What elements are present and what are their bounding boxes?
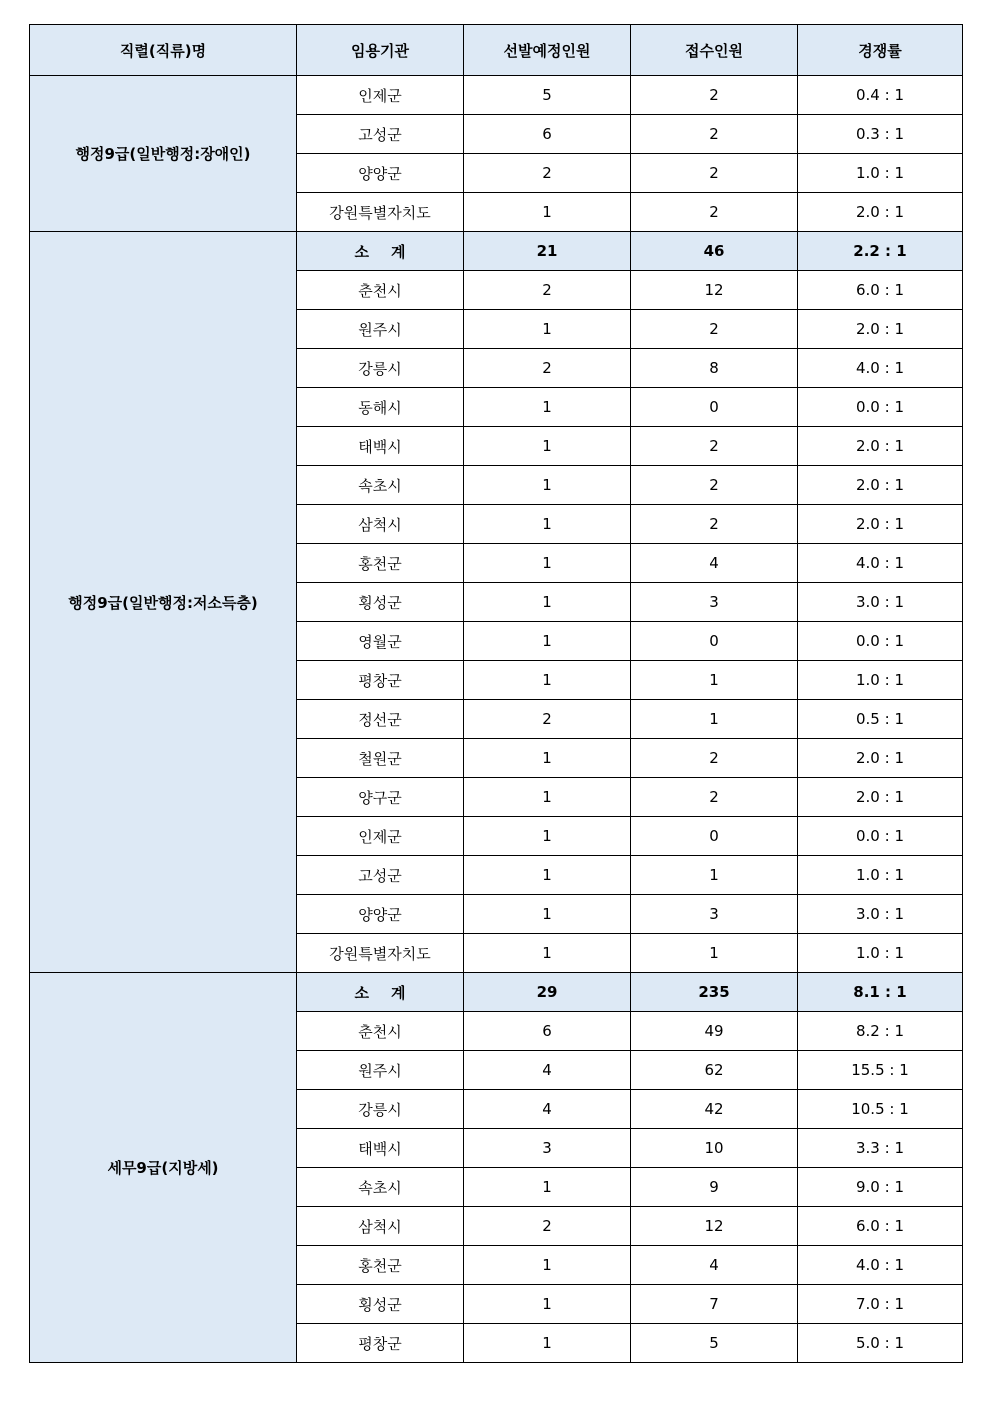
competition-ratio-cell: 3.3 : 1 — [798, 1129, 963, 1168]
planned-count-cell: 2 — [464, 700, 631, 739]
institution-cell: 태백시 — [297, 427, 464, 466]
institution-cell: 철원군 — [297, 739, 464, 778]
competition-ratio-cell: 2.0 : 1 — [798, 427, 963, 466]
subtotal-row — [30, 973, 963, 1012]
applicant-count-cell: 2 — [631, 505, 798, 544]
competition-ratio-cell: 0.5 : 1 — [798, 700, 963, 739]
competition-ratio-cell: 7.0 : 1 — [798, 1285, 963, 1324]
competition-ratio-cell: 2.0 : 1 — [798, 778, 963, 817]
institution-cell: 평창군 — [297, 661, 464, 700]
applicant-count-cell: 8 — [631, 349, 798, 388]
competition-ratio-cell: 6.0 : 1 — [798, 271, 963, 310]
institution-cell: 강원특별자치도 — [297, 934, 464, 973]
planned-count-cell: 2 — [464, 154, 631, 193]
institution-cell: 홍천군 — [297, 1246, 464, 1285]
competition-ratio-cell: 6.0 : 1 — [798, 1207, 963, 1246]
applicant-count-cell: 3 — [631, 583, 798, 622]
competition-ratio-cell: 0.0 : 1 — [798, 388, 963, 427]
institution-cell: 횡성군 — [297, 583, 464, 622]
institution-cell: 강릉시 — [297, 349, 464, 388]
applicant-count-cell: 3 — [631, 895, 798, 934]
planned-count-cell: 1 — [464, 661, 631, 700]
applicant-count-cell: 10 — [631, 1129, 798, 1168]
applicant-count-cell: 49 — [631, 1012, 798, 1051]
institution-cell: 양양군 — [297, 154, 464, 193]
applicant-count-cell: 2 — [631, 778, 798, 817]
applicant-count-cell: 62 — [631, 1051, 798, 1090]
institution-cell: 원주시 — [297, 1051, 464, 1090]
applicant-count-cell: 4 — [631, 544, 798, 583]
competition-ratio-cell: 15.5 : 1 — [798, 1051, 963, 1090]
institution-cell: 속초시 — [297, 466, 464, 505]
applicant-count-cell: 2 — [631, 76, 798, 115]
applicant-count-cell: 5 — [631, 1324, 798, 1363]
planned-count-cell: 1 — [464, 310, 631, 349]
subtotal-applied: 235 — [631, 973, 798, 1012]
competition-ratio-cell: 2.0 : 1 — [798, 310, 963, 349]
header-planned-count: 선발예정인원 — [464, 25, 631, 76]
header-position-name: 직렬(직류)명 — [30, 25, 297, 76]
applicant-count-cell: 2 — [631, 154, 798, 193]
subtotal-label: 소계 — [297, 973, 464, 1012]
subtotal-ratio: 2.2 : 1 — [798, 232, 963, 271]
institution-cell: 춘천시 — [297, 1012, 464, 1051]
institution-cell: 인제군 — [297, 76, 464, 115]
subtotal-ratio: 8.1 : 1 — [798, 973, 963, 1012]
applicant-count-cell: 0 — [631, 388, 798, 427]
competition-ratio-cell: 4.0 : 1 — [798, 349, 963, 388]
planned-count-cell: 6 — [464, 115, 631, 154]
applicant-count-cell: 7 — [631, 1285, 798, 1324]
header-applicant-count: 접수인원 — [631, 25, 798, 76]
planned-count-cell: 1 — [464, 817, 631, 856]
institution-cell: 태백시 — [297, 1129, 464, 1168]
header-row — [30, 25, 963, 76]
planned-count-cell: 2 — [464, 1207, 631, 1246]
institution-cell: 양구군 — [297, 778, 464, 817]
applicant-count-cell: 2 — [631, 310, 798, 349]
planned-count-cell: 6 — [464, 1012, 631, 1051]
competition-ratio-cell: 4.0 : 1 — [798, 1246, 963, 1285]
planned-count-cell: 1 — [464, 544, 631, 583]
applicant-count-cell: 12 — [631, 271, 798, 310]
planned-count-cell: 1 — [464, 193, 631, 232]
institution-cell: 삼척시 — [297, 1207, 464, 1246]
applicant-count-cell: 2 — [631, 739, 798, 778]
applicant-count-cell: 1 — [631, 700, 798, 739]
competition-ratio-cell: 10.5 : 1 — [798, 1090, 963, 1129]
institution-cell: 양양군 — [297, 895, 464, 934]
institution-cell: 원주시 — [297, 310, 464, 349]
competition-ratio-cell: 0.3 : 1 — [798, 115, 963, 154]
planned-count-cell: 2 — [464, 271, 631, 310]
competition-ratio-cell: 1.0 : 1 — [798, 661, 963, 700]
planned-count-cell: 1 — [464, 466, 631, 505]
planned-count-cell: 4 — [464, 1090, 631, 1129]
applicant-count-cell: 2 — [631, 466, 798, 505]
competition-ratio-cell: 2.0 : 1 — [798, 466, 963, 505]
competition-ratio-cell: 9.0 : 1 — [798, 1168, 963, 1207]
institution-cell: 강원특별자치도 — [297, 193, 464, 232]
planned-count-cell: 1 — [464, 934, 631, 973]
planned-count-cell: 4 — [464, 1051, 631, 1090]
planned-count-cell: 1 — [464, 388, 631, 427]
competition-ratio-cell: 4.0 : 1 — [798, 544, 963, 583]
planned-count-cell: 1 — [464, 427, 631, 466]
institution-cell: 인제군 — [297, 817, 464, 856]
applicant-count-cell: 12 — [631, 1207, 798, 1246]
header-competition-ratio: 경쟁률 — [798, 25, 963, 76]
subtotal-planned: 29 — [464, 973, 631, 1012]
institution-cell: 춘천시 — [297, 271, 464, 310]
planned-count-cell: 1 — [464, 1168, 631, 1207]
planned-count-cell: 1 — [464, 1246, 631, 1285]
group-name-cell: 세무9급(지방세) — [30, 973, 297, 1363]
applicant-count-cell: 2 — [631, 427, 798, 466]
competition-ratio-cell: 8.2 : 1 — [798, 1012, 963, 1051]
applicant-count-cell: 4 — [631, 1246, 798, 1285]
header-institution: 임용기관 — [297, 25, 464, 76]
subtotal-applied: 46 — [631, 232, 798, 271]
institution-cell: 영월군 — [297, 622, 464, 661]
institution-cell: 횡성군 — [297, 1285, 464, 1324]
institution-cell: 고성군 — [297, 115, 464, 154]
planned-count-cell: 1 — [464, 856, 631, 895]
competition-ratio-cell: 1.0 : 1 — [798, 154, 963, 193]
planned-count-cell: 1 — [464, 739, 631, 778]
competition-ratio-cell: 1.0 : 1 — [798, 934, 963, 973]
applicant-count-cell: 0 — [631, 817, 798, 856]
planned-count-cell: 1 — [464, 622, 631, 661]
competition-ratio-cell: 3.0 : 1 — [798, 583, 963, 622]
planned-count-cell: 1 — [464, 895, 631, 934]
subtotal-label: 소계 — [297, 232, 464, 271]
institution-cell: 고성군 — [297, 856, 464, 895]
institution-cell: 강릉시 — [297, 1090, 464, 1129]
institution-cell: 정선군 — [297, 700, 464, 739]
subtotal-row — [30, 232, 963, 271]
table-row — [30, 76, 963, 115]
applicant-count-cell: 1 — [631, 934, 798, 973]
competition-ratio-cell: 0.4 : 1 — [798, 76, 963, 115]
applicant-count-cell: 2 — [631, 193, 798, 232]
institution-cell: 동해시 — [297, 388, 464, 427]
planned-count-cell: 3 — [464, 1129, 631, 1168]
institution-cell: 홍천군 — [297, 544, 464, 583]
competition-ratio-cell: 2.0 : 1 — [798, 193, 963, 232]
institution-cell: 삼척시 — [297, 505, 464, 544]
applicant-count-cell: 9 — [631, 1168, 798, 1207]
planned-count-cell: 1 — [464, 778, 631, 817]
competition-ratio-cell: 2.0 : 1 — [798, 739, 963, 778]
table-header — [30, 25, 963, 76]
group-name-cell: 행정9급(일반행정:장애인) — [30, 76, 297, 232]
institution-cell: 평창군 — [297, 1324, 464, 1363]
planned-count-cell: 2 — [464, 349, 631, 388]
subtotal-planned: 21 — [464, 232, 631, 271]
group-name-cell: 행정9급(일반행정:저소득층) — [30, 232, 297, 973]
applicant-count-cell: 1 — [631, 661, 798, 700]
competition-ratio-cell: 1.0 : 1 — [798, 856, 963, 895]
competition-ratio-cell: 2.0 : 1 — [798, 505, 963, 544]
applicant-count-cell: 42 — [631, 1090, 798, 1129]
planned-count-cell: 1 — [464, 1324, 631, 1363]
planned-count-cell: 1 — [464, 1285, 631, 1324]
competition-ratio-cell: 5.0 : 1 — [798, 1324, 963, 1363]
applicant-count-cell: 1 — [631, 856, 798, 895]
competition-table — [29, 24, 963, 1363]
competition-ratio-cell: 0.0 : 1 — [798, 622, 963, 661]
table-body — [30, 76, 963, 1363]
competition-ratio-cell: 3.0 : 1 — [798, 895, 963, 934]
institution-cell: 속초시 — [297, 1168, 464, 1207]
applicant-count-cell: 2 — [631, 115, 798, 154]
planned-count-cell: 1 — [464, 583, 631, 622]
competition-ratio-cell: 0.0 : 1 — [798, 817, 963, 856]
planned-count-cell: 5 — [464, 76, 631, 115]
planned-count-cell: 1 — [464, 505, 631, 544]
applicant-count-cell: 0 — [631, 622, 798, 661]
